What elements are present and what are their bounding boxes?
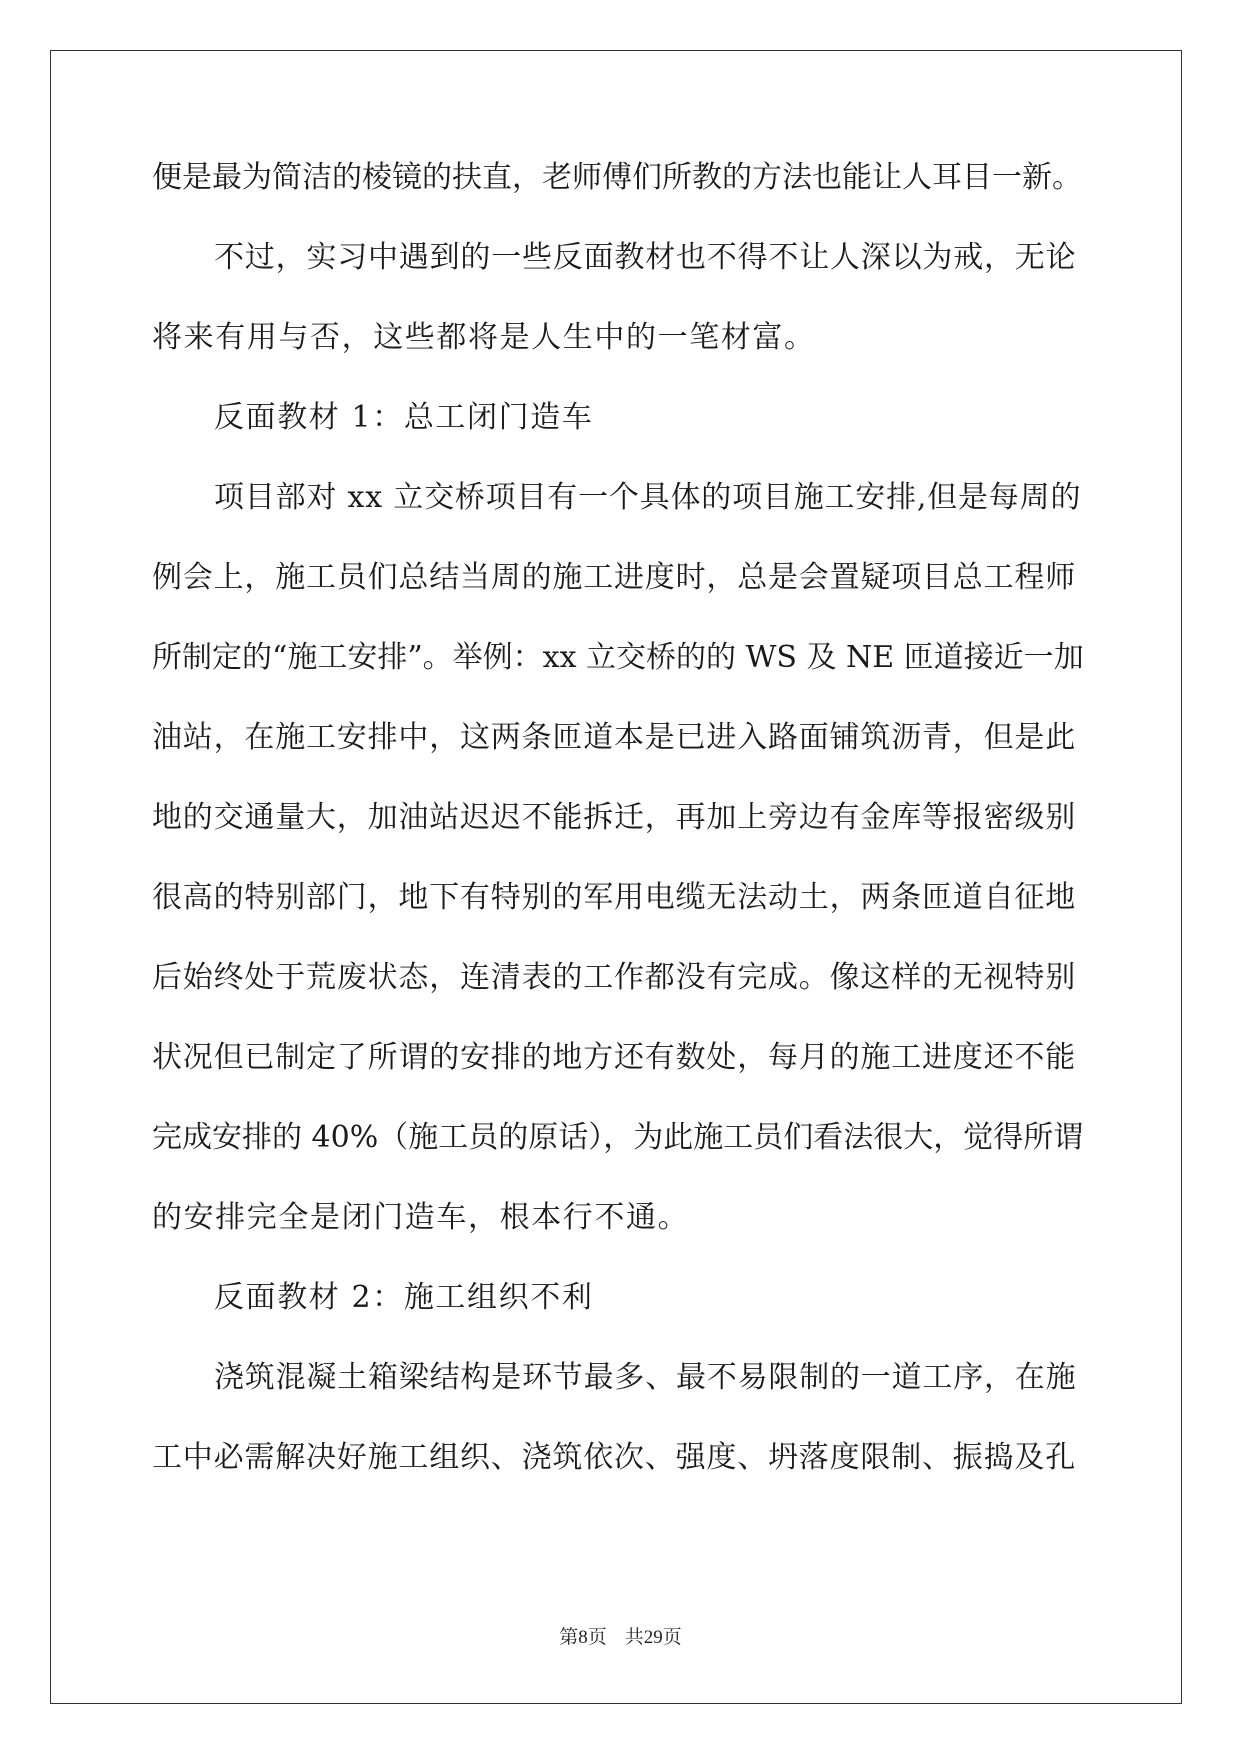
- text-line: 很高的特别部门，地下有特别的军用电缆无法动土，两条匝道自征地: [152, 880, 1076, 915]
- text-line: 工中必需解决好施工组织、浇筑依次、强度、坍落度限制、振捣及孔: [152, 1440, 1076, 1475]
- document-body: [152, 155, 1084, 1515]
- total-suffix: 页: [662, 1627, 682, 1648]
- text-line: 状况但已制定了所谓的安排的地方还有数处，每月的施工进度还不能: [152, 1040, 1076, 1075]
- text-line: 后始终处于荒废状态，连清表的工作都没有完成。像这样的无视特别: [152, 960, 1076, 995]
- section-heading: 反面教材 1：总工闭门造车: [214, 400, 594, 435]
- text-line: 项目部对 xx 立交桥项目有一个具体的项目施工安排,但是每周的: [214, 480, 1082, 515]
- total-pages: 29: [643, 1627, 663, 1648]
- page-suffix: 页: [587, 1627, 607, 1648]
- text-line: 浇筑混凝土箱梁结构是环节最多、最不易限制的一道工序，在施: [214, 1360, 1077, 1395]
- page-footer: [0, 1622, 1241, 1649]
- text-line: 的安排完全是闭门造车，根本行不通。: [152, 1200, 690, 1235]
- text-line: 地的交通量大，加油站迟迟不能拆迁，再加上旁边有金库等报密级别: [152, 800, 1076, 835]
- text-line: 例会上，施工员们总结当周的施工进度时，总是会置疑项目总工程师: [152, 560, 1076, 595]
- text-line: 不过，实习中遇到的一些反面教材也不得不让人深以为戒，无论: [214, 240, 1077, 275]
- section-heading: 反面教材 2：施工组织不利: [214, 1280, 594, 1315]
- text-line: 将来有用与否，这些都将是人生中的一笔材富。: [152, 320, 816, 355]
- text-line: 油站，在施工安排中，这两条匝道本是已进入路面铺筑沥青，但是此: [152, 720, 1076, 755]
- text-line: 便是最为简洁的棱镜的扶直，老师傅们所教的方法也能让人耳目一新。: [152, 160, 1082, 195]
- page-prefix: 第: [559, 1627, 579, 1648]
- total-prefix: 共: [624, 1627, 644, 1648]
- page-number: 8: [578, 1627, 588, 1648]
- text-line: 所制定的“施工安排”。举例：xx 立交桥的的 WS 及 NE 匝道接近一加: [152, 640, 1084, 675]
- text-line: 完成安排的 40%（施工员的原话），为此施工员们看法很大，觉得所谓: [152, 1120, 1084, 1155]
